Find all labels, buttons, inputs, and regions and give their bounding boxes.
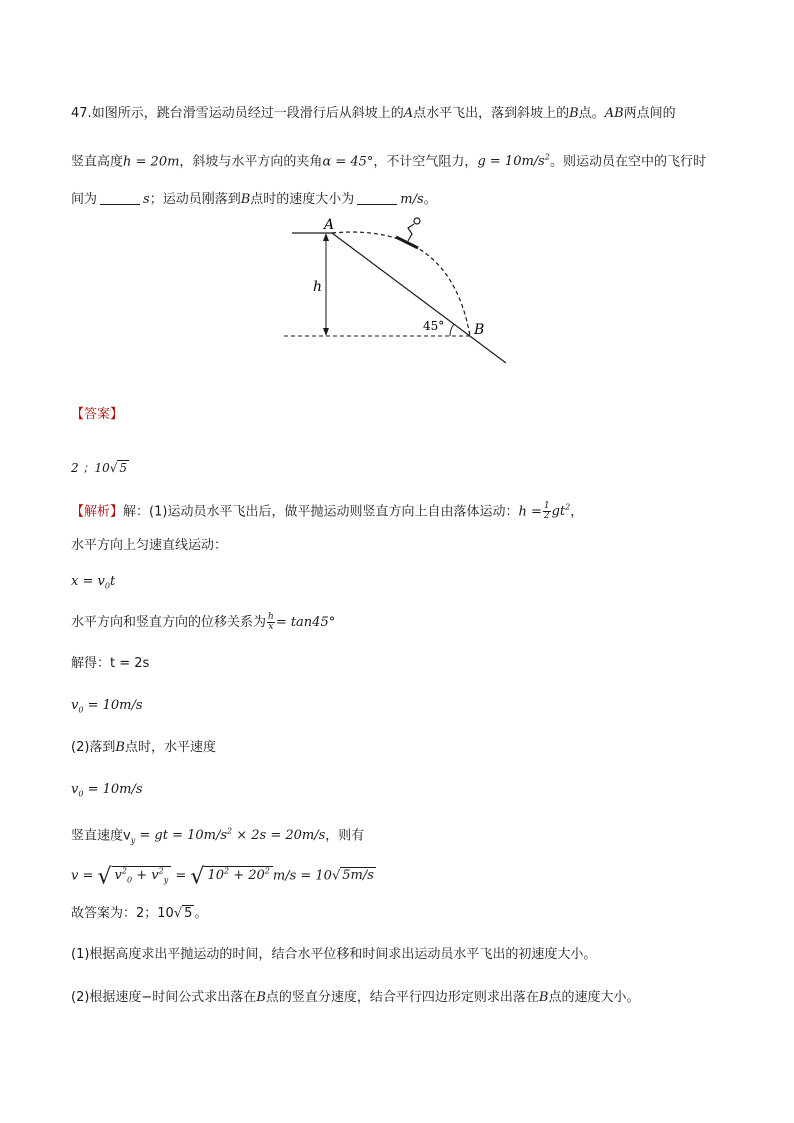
height-arrow-down [323,328,329,336]
label-B: B [474,322,485,338]
final-answer-line: 故答案为：2；10√ 5 。 [71,906,208,921]
analysis-line-4: (2)落到B点时，水平速度 [71,740,216,755]
label-A: A [324,217,335,233]
question-number: 47. [71,106,92,121]
v0-line: $v_0 = 10m/s$ [71,698,143,715]
ski-jump-figure [280,212,520,372]
note-2: (2)根据速度−时间公式求出落在B点的竖直分速度，结合平行四边形定则求出落在B点的速度大小。 [71,990,640,1005]
equation-x: $x = v_0t$ [71,574,116,591]
answer-header: 【答案】 [71,407,124,422]
note-1: (1)根据高度求出平抛运动的时间，结合水平位移和时间求出运动员水平飞出的初速度大小。 [71,947,597,962]
answer-blank-2[interactable] [357,192,397,205]
label-h: h [313,279,323,295]
solve-line: 解得：t = 2s [71,656,150,671]
v0-line-2: $v_0 = 10m/s$ [71,782,143,799]
analysis-line-3: 水平方向和竖直方向的位移关系为 $\frac{h}{x}$ = tan45° [71,612,336,632]
angle-arc [450,324,454,336]
analysis-line-2: 水平方向上匀速直线运动： [71,538,228,553]
skier-icon [396,218,420,248]
height-arrow-up [323,233,329,241]
answer-values: 2 ；10√ 5 [71,461,128,475]
question-line-1: 47.如图所示，跳台滑雪运动员经过一段滑行后从斜坡上的A点水平飞出，落到斜坡上的B点。AB两点间的 [71,106,676,121]
question-line-3: 间为 s；运动员刚落到B点时的速度大小为 m/s。 [71,192,437,207]
v-equation: v = √ $v^2_0 + v^2_y$ = √ $10^2 + 20^2$ m/s = 10√ 5m/s [71,864,374,890]
slope-line [332,233,506,363]
answer-blank-1[interactable] [100,192,140,205]
label-angle: 45° [423,319,445,333]
question-line-2: 竖直高度h = 20m，斜坡与水平方向的夹角α = 45°，不计空气阻力，$g = 10m/s^2$。则运动员在空中的飞行时 [71,153,706,170]
analysis-header: 【解析】 [71,504,124,520]
vy-line: 竖直速度$v_y$ = gt = $10m/s^2 \times 2s = 20m/s$，则有 [71,827,365,845]
analysis-line-1: 【解析】解：(1)运动员水平飞出后，做平抛运动则竖直方向上自由落体运动：h = $\frac{1}{2}$ $gt^2$， [71,501,584,522]
